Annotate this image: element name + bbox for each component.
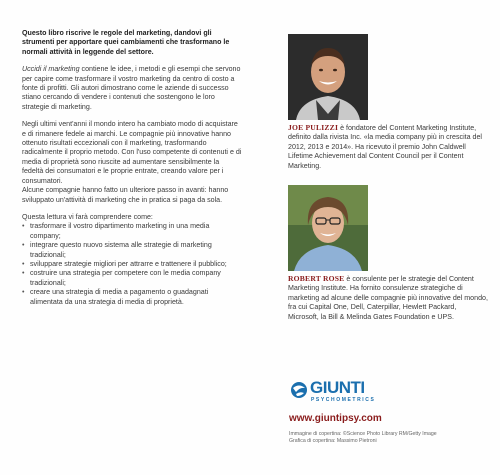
author-bio-text: è consulente per le strategie del Content Marketing Institute. Ha fornito consulenze strategiche di marketing ad alcune delle compagnie più innovative del mondo, fra cui Capital One, Dell, Caterpillar, Hewlett Packard, Microsoft, la Bill & Melinda Gates Foundation e UPS. [288,275,488,321]
authors-column [288,34,488,322]
design-credit: Grafica di copertina: Massimo Pietroni [289,438,377,444]
author-bio-text: è fondatore del Content Marketing Institute, definito dalla rivista Inc. «la media company più in crescita del 2012, 2013 e 2014». Ha ricevuto il premio John Caldwell Lifetime Achievement dal Content Council per il Content Marketing. [288,124,482,170]
portrait-image [288,185,368,271]
description-paragraph-2: Negli ultimi vent'anni il mondo intero ha cambiato modo di acquistare e di rimanere fedele ai marchi. Le compagnie più innovative hanno ottenuto risultati eccezionali con il marketing, trasformando radicalmente il proprio metodo. Con l'uso competente di contenuti e di media di proprietà sono riuscite ad aumentare sensibilmente la fedeltà dei consumatori e le proprie entrate, creando valore per i consumatori. [22,120,242,185]
publisher-website: www.giuntipsy.com [289,413,382,424]
list-item: • costruire una strategia per competere con le media company tradizionali; [22,269,242,288]
publisher-logo [290,376,410,406]
list-item: • integrare questo nuovo sistema alle strategie di marketing tradizionali; [22,241,242,260]
list-item: • trasformare il vostro dipartimento marketing in una media company; [22,222,242,241]
description-column [22,29,242,307]
globe-icon [290,380,308,400]
author-photo-rose [288,185,368,271]
description-paragraph-3: Alcune compagnie hanno fatto un ulteriore passo in avanti: hanno sviluppato un'attività di marketing che in pratica si paga da sola. [22,186,229,204]
author-name: JOE PULIZZI [288,123,339,132]
author-bio-pulizzi [288,123,488,171]
intro-summary: Questo libro riscrive le regole del marketing, dandovi gli strumenti per apportare quei cambiamenti che trasformano le normali attività in leggende del settore. [22,29,230,56]
portrait-image [288,34,368,120]
cover-credits [289,431,489,445]
list-item: • sviluppare strategie migliori per attrarre e trattenere il pubblico; [22,260,242,269]
author-photo-pulizzi [288,34,368,120]
description-lead-text: contiene le idee, i metodi e gli esempi che servono per capire come trasformare il vostro marketing da centro di costo a fonte di profitti. Gli autori dimostrano come le aziende di successo stiano cercando di vendere i contenuti che sostengono le loro strategie di marketing. [22,65,241,111]
topics-list [22,222,242,307]
publisher-subtitle: PSYCHOMETRICS [311,397,376,403]
list-heading: Questa lettura vi farà comprendere come: [22,212,153,221]
description-paragraph-1 [22,65,242,112]
author-name: ROBERT ROSE [288,274,345,284]
author-bio-rose [288,274,488,322]
book-title-inline: Uccidi il marketing [22,65,80,74]
image-credit: Immagine di copertina: ©Science Photo Library RM/Getty Image [289,431,437,437]
publisher-name: GIUNTI [310,378,365,397]
list-item: • creare una strategia di media a pagamento o guadagnati alimentata da una strategia di media di proprietà. [22,288,242,307]
